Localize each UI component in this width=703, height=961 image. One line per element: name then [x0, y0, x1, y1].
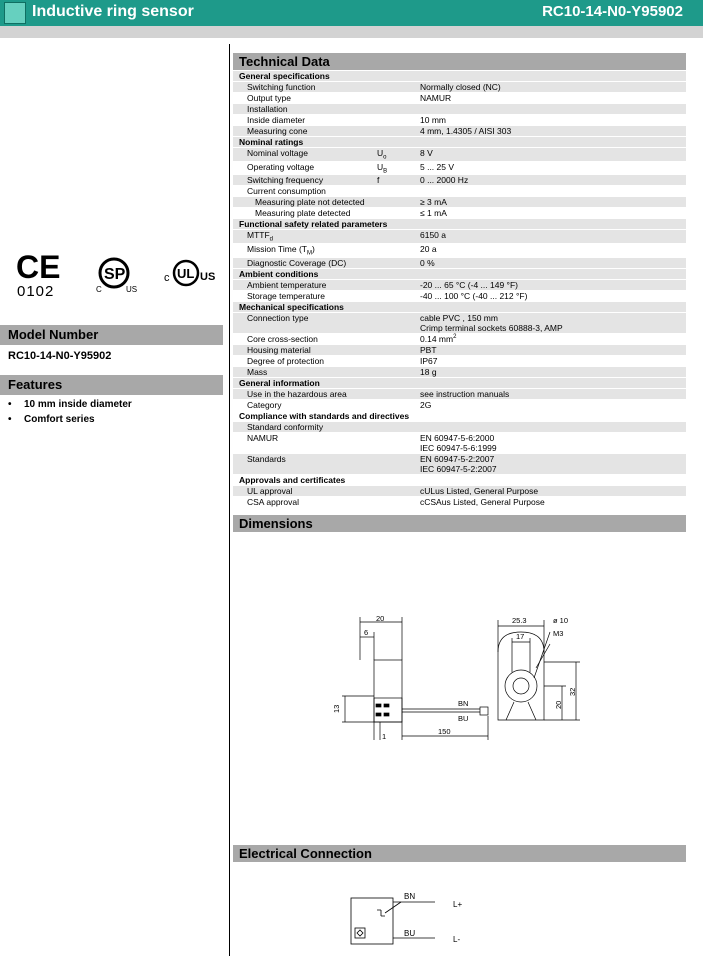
- spec-symbol: [377, 244, 407, 257]
- brand-logo-icon: [4, 2, 26, 24]
- spec-symbol: [377, 197, 407, 207]
- spec-section-title: Ambient conditions: [239, 268, 319, 279]
- feature-item: • Comfort series: [8, 412, 132, 427]
- spec-symbol: f: [377, 175, 380, 186]
- spec-row: [233, 104, 686, 115]
- spec-symbol: [377, 486, 407, 496]
- spec-row: [233, 208, 686, 219]
- spec-symbol: [377, 104, 407, 114]
- spec-row: [233, 148, 686, 162]
- spec-section-heading: [233, 475, 686, 486]
- spec-row: [233, 356, 686, 367]
- wire-label-bu: BU: [404, 929, 416, 938]
- spec-value: -40 ... 100 °C (-40 ... 212 °F): [420, 290, 528, 301]
- ul-left: c: [164, 272, 170, 284]
- terminal-l-minus: L-: [453, 935, 461, 944]
- spec-value: PBT: [420, 344, 437, 355]
- spec-symbol: [377, 82, 407, 92]
- spec-label: Diagnostic Coverage (DC): [247, 257, 347, 268]
- spec-row: [233, 454, 686, 475]
- spec-row: [233, 82, 686, 93]
- ul-right: US: [200, 271, 216, 283]
- technical-data-table: [233, 71, 686, 508]
- spec-symbol: [377, 497, 407, 507]
- technical-data-heading: Technical Data: [233, 53, 686, 70]
- spec-section-heading: [233, 219, 686, 230]
- wire-label-bn: BN: [458, 699, 469, 708]
- svg-text:UL: UL: [177, 266, 195, 281]
- spec-section-heading: [233, 269, 686, 280]
- spec-row: [233, 244, 686, 258]
- spec-symbol: [377, 258, 407, 268]
- spec-section-heading: [233, 137, 686, 148]
- spec-section-title: Compliance with standards and directives: [239, 410, 410, 421]
- header-subbar: [0, 26, 703, 38]
- spec-label: Switching function: [247, 82, 316, 92]
- spec-value: 8 V: [420, 148, 433, 158]
- spec-value: cable PVC , 150 mm Crimp terminal sockets 60888-3, AMP: [420, 312, 563, 333]
- dim-label: 150: [438, 727, 451, 736]
- spec-label: Switching frequency: [247, 175, 324, 186]
- spec-section-heading: [233, 378, 686, 389]
- spec-value: 6150 a: [420, 230, 446, 241]
- spec-section-title: Functional safety related parameters: [239, 219, 388, 230]
- spec-row: [233, 433, 686, 454]
- dim-label: 1: [382, 732, 387, 740]
- spec-section-heading: [233, 302, 686, 313]
- spec-row: [233, 126, 686, 137]
- features-heading: Features: [0, 375, 223, 395]
- spec-value: cCSAus Listed, General Purpose: [420, 496, 545, 507]
- spec-symbol: [377, 126, 407, 136]
- spec-section-title: Approvals and certificates: [239, 474, 346, 485]
- spec-row: [233, 422, 686, 433]
- spec-row: [233, 258, 686, 269]
- dim-label: M3: [553, 629, 564, 638]
- spec-label: Degree of protection: [247, 355, 325, 366]
- spec-label: Inside diameter: [247, 115, 306, 125]
- spec-value: 20 a: [420, 244, 437, 255]
- svg-text:SP: SP: [104, 266, 126, 283]
- front-view: [498, 620, 580, 720]
- spec-row: [233, 334, 686, 345]
- spec-row: [233, 175, 686, 186]
- spec-value: [407, 186, 686, 196]
- spec-symbol: [377, 389, 407, 399]
- spec-symbol: $U_o$: [377, 148, 387, 161]
- spec-label: Measuring cone: [247, 126, 308, 136]
- spec-symbol: [377, 93, 407, 103]
- spec-section-title: General information: [239, 377, 320, 388]
- feature-item: • 10 mm inside diameter: [8, 397, 132, 412]
- dim-label: 32: [568, 687, 577, 696]
- spec-symbol: [377, 356, 407, 366]
- spec-value: 0 %: [420, 257, 435, 268]
- dim-label: 17: [516, 632, 525, 641]
- spec-label: Use in the hazardous area: [247, 388, 347, 399]
- spec-row: [233, 291, 686, 302]
- spec-label: Ambient temperature: [247, 279, 327, 290]
- spec-value: 0 ... 2000 Hz: [420, 175, 469, 186]
- spec-label: Mission Time $(T_M)$: [247, 244, 315, 257]
- spec-symbol: [377, 400, 407, 410]
- dim-label: 6: [364, 628, 369, 637]
- spec-row: [233, 313, 686, 334]
- certification-logos: [16, 248, 226, 300]
- spec-section-title: General specifications: [239, 71, 330, 81]
- spec-label: Measuring plate detected: [255, 208, 351, 219]
- spec-value: [407, 422, 686, 432]
- spec-value: 2G: [420, 399, 432, 410]
- spec-row: [233, 280, 686, 291]
- spec-value: ≤ 1 mA: [420, 208, 447, 219]
- spec-value: cULus Listed, General Purpose: [420, 485, 539, 496]
- spec-row: [233, 497, 686, 508]
- header-model-number: RC10-14-N0-Y95902: [542, 3, 683, 20]
- model-number-heading: Model Number: [0, 325, 223, 345]
- spec-symbol: [377, 345, 407, 355]
- spec-value: [407, 104, 686, 114]
- spec-label: Mass: [247, 366, 268, 377]
- spec-symbol: [377, 115, 407, 125]
- model-number-value: RC10-14-N0-Y95902: [8, 350, 112, 362]
- spec-section-heading: [233, 71, 686, 82]
- column-divider: [229, 44, 230, 956]
- spec-label: Installation: [247, 104, 288, 114]
- spec-value: 18 g: [420, 366, 437, 377]
- spec-symbol: [377, 334, 407, 344]
- spec-value: Normally closed (NC): [420, 82, 501, 92]
- spec-label: Current consumption: [247, 186, 326, 197]
- spec-symbol: [377, 454, 407, 474]
- wire-label-bn: BN: [404, 892, 416, 901]
- spec-label: Operating voltage: [247, 161, 315, 172]
- csa-logo-icon: [96, 259, 137, 294]
- spec-symbol: [377, 367, 407, 377]
- spec-label: Housing material: [247, 344, 311, 355]
- spec-label: Output type: [247, 93, 291, 103]
- csa-left: C: [96, 285, 102, 294]
- page-title: Inductive ring sensor: [32, 3, 194, 20]
- spec-symbol: [377, 230, 407, 243]
- spec-row: [233, 486, 686, 497]
- spec-row: [233, 345, 686, 356]
- dim-label: 20: [554, 700, 563, 709]
- spec-value: NAMUR: [420, 93, 452, 103]
- spec-symbol: [377, 291, 407, 301]
- dim-label: 13: [332, 704, 341, 713]
- spec-row: [233, 93, 686, 104]
- spec-value: ≥ 3 mA: [420, 197, 447, 208]
- spec-label: NAMUR: [247, 432, 279, 443]
- spec-value: 4 mm, 1.4305 / AISI 303: [420, 126, 512, 136]
- header-bar: [0, 0, 703, 26]
- spec-value: 10 mm: [420, 115, 446, 125]
- electrical-connection-heading: Electrical Connection: [233, 845, 686, 862]
- spec-value: IP67: [420, 355, 438, 366]
- spec-value: see instruction manuals: [420, 388, 510, 399]
- dimensions-drawing: [330, 612, 588, 740]
- dimensions-heading: Dimensions: [233, 515, 686, 532]
- terminal-l-plus: L+: [453, 900, 463, 909]
- spec-symbol: [377, 208, 407, 218]
- spec-section-heading: [233, 411, 686, 422]
- electrical-connection-diagram: [345, 886, 485, 948]
- ul-logo-icon: [164, 261, 215, 285]
- spec-label: Core cross-section: [247, 333, 318, 344]
- spec-row: [233, 400, 686, 411]
- spec-label: Measuring plate not detected: [255, 197, 365, 208]
- spec-value: 5 ... 25 V: [420, 161, 455, 172]
- spec-row: [233, 197, 686, 208]
- spec-value: -20 ... 65 °C (-4 ... 149 °F): [420, 279, 518, 290]
- spec-label: Connection type: [247, 312, 309, 323]
- spec-label: Storage temperature: [247, 290, 325, 301]
- spec-label: $MTTF_d$: [247, 230, 274, 244]
- spec-symbol: $U_B$: [377, 161, 388, 175]
- spec-symbol: [377, 313, 407, 333]
- ce-mark-text: CE: [16, 249, 61, 285]
- spec-row: [233, 162, 686, 176]
- spec-row: [233, 115, 686, 126]
- spec-row: [233, 186, 686, 197]
- dim-label: 25.3: [512, 616, 527, 625]
- spec-label: Standards: [247, 453, 286, 464]
- spec-value: EN 60947-5-6:2000 IEC 60947-5-6:1999: [420, 432, 497, 453]
- csa-right: US: [126, 285, 138, 294]
- ce-number: 0102: [17, 283, 55, 300]
- spec-section-title: Mechanical specifications: [239, 301, 344, 312]
- spec-symbol: [377, 186, 407, 196]
- ce-mark-icon: [16, 249, 60, 300]
- spec-section-title: Nominal ratings: [239, 137, 304, 147]
- spec-label: UL approval: [247, 485, 293, 496]
- features-list: [8, 397, 132, 427]
- spec-value: 0.14 $mm^2$: [420, 333, 457, 344]
- spec-row: [233, 367, 686, 378]
- dim-label: 20: [376, 614, 385, 623]
- wire-label-bu: BU: [458, 714, 469, 723]
- spec-symbol: [377, 433, 407, 453]
- spec-row: [233, 389, 686, 400]
- spec-label: Nominal voltage: [247, 148, 308, 158]
- spec-value: EN 60947-5-2:2007 IEC 60947-5-2:2007: [420, 453, 497, 474]
- spec-label: CSA approval: [247, 496, 299, 507]
- spec-row: [233, 230, 686, 244]
- spec-label: Standard conformity: [247, 421, 324, 432]
- spec-symbol: [377, 422, 407, 432]
- spec-label: Category: [247, 399, 282, 410]
- spec-symbol: [377, 280, 407, 290]
- dim-label: ø 10: [553, 616, 569, 625]
